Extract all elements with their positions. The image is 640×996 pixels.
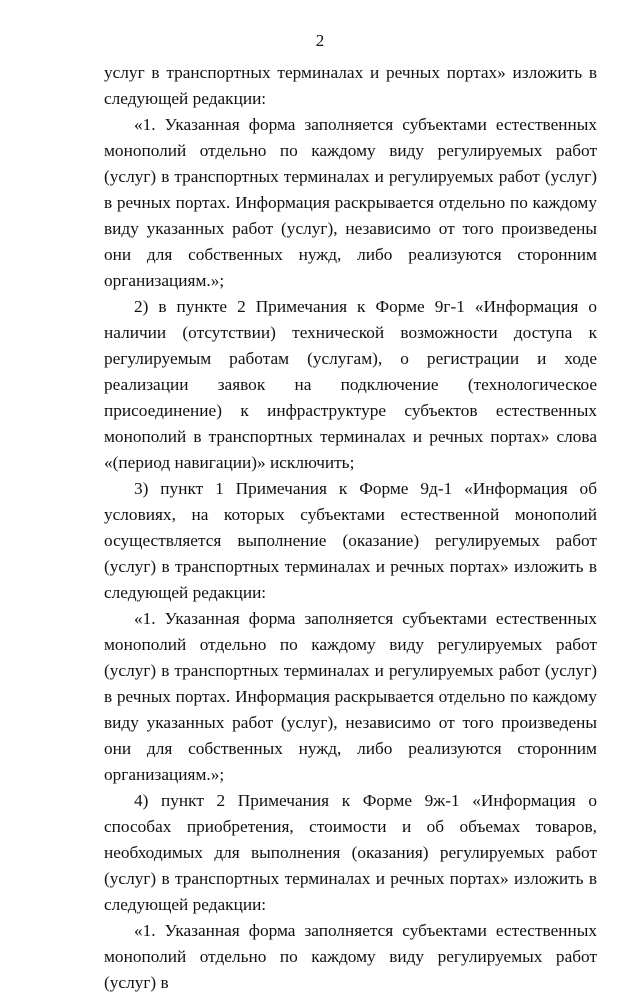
paragraph-quoted-note-2: «1. Указанная форма заполняется субъектами естественных монополий отдельно по каждому виду регулируемых работ (услуг) в транспортных терминалах и регулируемых работ (услуг) в речных портах. Информация раскрывается отдельно по каждому виду указанных работ (услуг), независимо от того произведены они для собственных нужд, либо реализуются сторонним организациям.»; — [104, 609, 597, 784]
paragraph-quoted-note-1: «1. Указанная форма заполняется субъектами естественных монополий отдельно по каждому виду регулируемых работ (услуг) в транспортных терминалах и регулируемых работ (услуг) в речных портах. Информация раскрывается отдельно по каждому виду указанных работ (услуг), независимо от того произведены они для собственных нужд, либо реализуются сторонним организациям.»; — [104, 115, 597, 290]
page-number: 2 — [315, 31, 325, 50]
document-body — [104, 60, 597, 996]
paragraph-item-2: 2) в пункте 2 Примечания к Форме 9г-1 «Информация о наличии (отсутствии) технической возможности доступа к регулируемым работам (услугам), о регистрации и ходе реализации заявок на подключение (технологическое присоединение) к инфраструктуре субъектов естественных монополий в транспортных терминалах и речных портах» слова «(период навигации)» исключить; — [104, 297, 597, 472]
paragraph-continuation: услуг в транспортных терминалах и речных портах» изложить в следующей редакции: — [104, 63, 597, 108]
paragraph-item-3: 3) пункт 1 Примечания к Форме 9д-1 «Информация об условиях, на которых субъектами естественной монополий осуществляется выполнение (оказание) регулируемых работ (услуг) в транспортных терминалах и речных портах» изложить в следующей редакции: — [104, 479, 597, 602]
paragraph-quoted-note-3: «1. Указанная форма заполняется субъектами естественных монополий отдельно по каждому виду регулируемых работ (услуг) в — [104, 921, 597, 992]
paragraph-item-4: 4) пункт 2 Примечания к Форме 9ж-1 «Информация о способах приобретения, стоимости и об объемах товаров, необходимых для выполнения (оказания) регулируемых работ (услуг) в транспортных терминалах и речных портах» изложить в следующей редакции: — [104, 791, 597, 914]
